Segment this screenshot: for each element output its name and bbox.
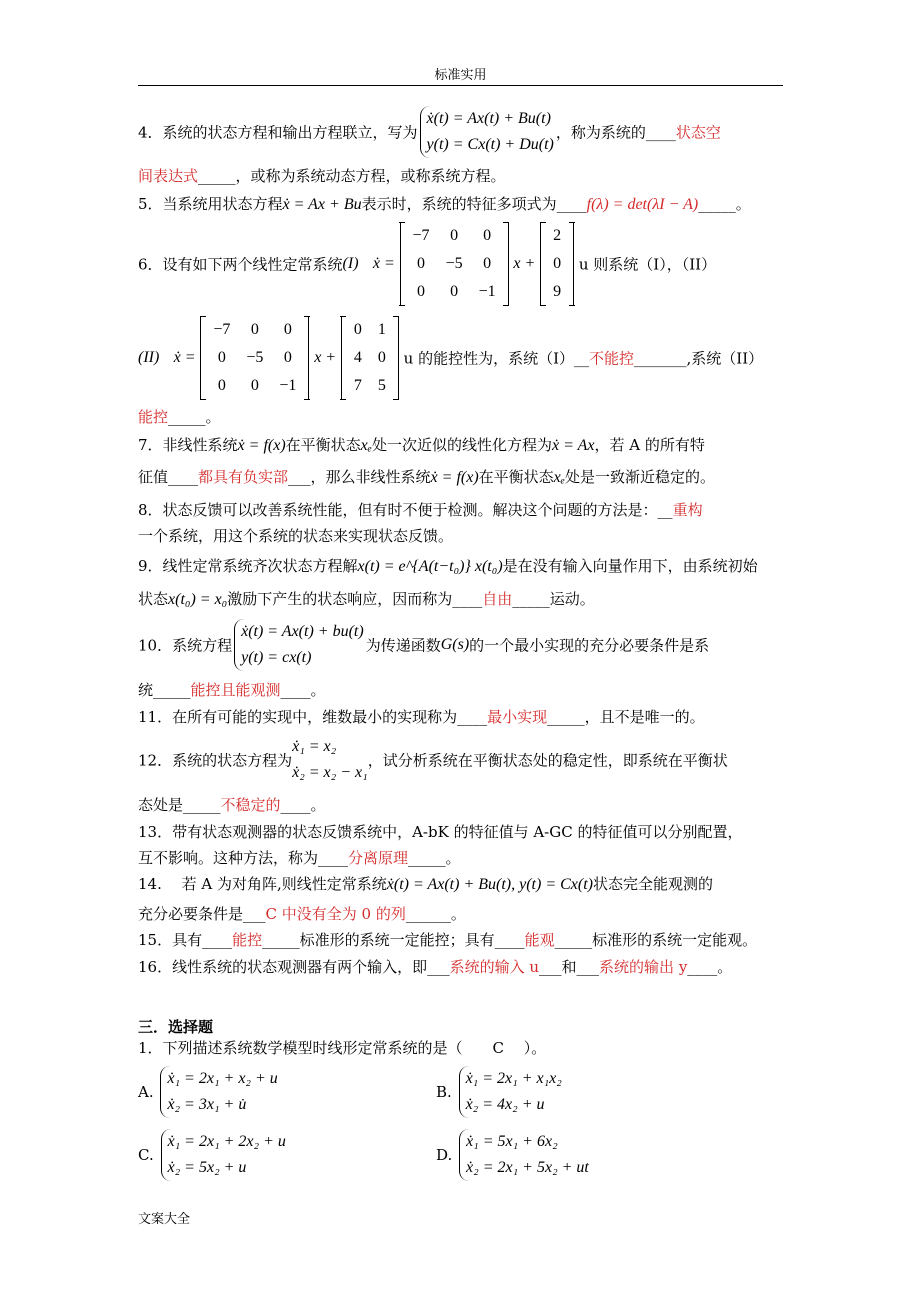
matrix-b2-cell: 0	[377, 349, 386, 366]
q5-eq: ẋ = Ax + Bu	[282, 196, 362, 213]
q12-l2a: 态处是_____	[138, 796, 221, 814]
matrix-a1-cell: 0	[417, 283, 426, 300]
q13-l2b: _____。	[408, 849, 461, 867]
question-14	[138, 874, 713, 895]
q14-l2a: 充分必要条件是___	[138, 905, 266, 923]
q16-answer-1: 系统的输入 u	[449, 958, 540, 976]
q15-c: _____标准形的系统一定能观。	[554, 931, 758, 949]
q7-l1a: 7．非线性系统	[138, 436, 238, 454]
matrix-b2-cell: 0	[353, 321, 362, 338]
matrix-a1-cell: 0	[450, 283, 459, 300]
q9-l2a: 状态	[138, 590, 169, 608]
question-8	[138, 500, 703, 520]
q12-system	[292, 734, 368, 786]
q7-l1d: ，若 A 的所有特	[594, 436, 705, 454]
q7-answer: 都具有负实部	[198, 468, 289, 486]
q15-b: _____标准形的系统一定能控；具有____	[262, 931, 525, 949]
q10-suffix: 的一个最小实现的充分必要条件是系	[469, 636, 710, 655]
matrix-b2-cell: 7	[353, 377, 362, 394]
choice-option-b	[436, 1066, 564, 1118]
header-rule	[138, 85, 783, 86]
question-4-line2	[138, 166, 506, 186]
option-d-label: D.	[436, 1146, 453, 1164]
q4-prefix: 4．系统的状态方程和输出方程联立，写为	[138, 123, 418, 142]
q10-prefix: 10．系统方程	[138, 636, 233, 655]
q6-utext: u 则系统（I），（II）	[578, 255, 717, 274]
q10-system	[234, 619, 364, 671]
q6-xplus: x +	[513, 255, 536, 272]
question-4	[138, 106, 721, 158]
matrix-a2-cell: 0	[250, 377, 259, 394]
option-c-system	[161, 1129, 286, 1181]
question-13-line2	[138, 848, 461, 868]
matrix-a2-cell: 0	[217, 377, 226, 394]
q5-answer: f(λ) = det(λI − A)	[586, 196, 699, 213]
matrix-a2-cell: 0	[250, 321, 259, 338]
option-b-label: B.	[436, 1083, 452, 1101]
q10-mid: 为传递函数	[365, 636, 441, 655]
page-footer: 文案大全	[138, 1212, 191, 1227]
q7-eq2: ẋ = Ax	[551, 437, 595, 454]
question-12	[138, 734, 728, 786]
matrix-b2-cell: 5	[377, 377, 386, 394]
option-a-system	[160, 1066, 277, 1118]
question-15	[138, 930, 757, 950]
matrix-a2-cell: −5	[246, 349, 264, 366]
q6-prefix: 6．设有如下两个线性定常系统	[138, 255, 343, 274]
q13-l2a: 互不影响。这种方法，称为____	[138, 849, 349, 867]
matrix-a2-cell: 0	[283, 321, 292, 338]
question-14-line2	[138, 904, 466, 924]
option-a-label: A.	[138, 1083, 154, 1101]
q4-suffix: _____，或称为系统动态方程，或称系统方程。	[198, 167, 506, 185]
q10-eq2: y(t) = cx(t)	[241, 649, 312, 666]
q6-matrix-a2	[200, 316, 309, 400]
option-d-eq2: ẋ₂ = 2x₁ + 5x₂ + ut	[466, 1159, 589, 1176]
option-a-eq1: ẋ₁ = 2x₁ + x₂ + u	[167, 1070, 278, 1087]
q6-sys2: (II)	[138, 349, 160, 366]
q7-l2b: ___，那么非线性系统	[288, 468, 431, 486]
q11-a: 11．在所有可能的实现中，维数最小的实现称为____	[138, 708, 488, 726]
q13-answer: 分离原理	[348, 849, 409, 867]
q12-answer: 不稳定的	[220, 796, 281, 814]
q6-xdot-2: ẋ =	[173, 349, 196, 366]
q12-l2b: ____。	[280, 796, 326, 814]
question-16	[138, 957, 732, 977]
matrix-b2-cell: 4	[353, 349, 362, 366]
q6-utext2: u 的能控性为，系统（I）__	[403, 349, 590, 368]
q12-eq2: ẋ₂ = x₂ − x₁	[292, 764, 368, 781]
matrix-b2-cell: 1	[377, 321, 386, 338]
q14-answer: C 中没有全为 0 的列	[265, 905, 406, 923]
q5-mid: 表示时，系统的特征多项式为____	[361, 195, 587, 213]
question-13: 13．带有状态观测器的状态反馈系统中，A-bK 的特征值与 A-GC 的特征值可以分别配置，	[138, 823, 743, 841]
q14-l2b: ______。	[405, 905, 466, 923]
question-9-line2	[138, 589, 595, 610]
q8-l1: 8．状态反馈可以改善系统性能，但有时不便于检测。解决这个问题的方法是：__	[138, 501, 673, 519]
q16-a: 16．线性系统的状态观测器有两个输入，即___	[138, 958, 450, 976]
question-6	[138, 222, 716, 306]
q6-matrix-b1	[540, 222, 574, 306]
option-b-eq2: ẋ₂ = 4x₂ + u	[465, 1096, 545, 1113]
q14-l1a: 14. 若 A 为对角阵,则线性定常系统	[138, 875, 387, 893]
q11-b: _____，且不是唯一的。	[547, 708, 705, 726]
choice-option-d	[436, 1129, 591, 1181]
q7-l2d: 处是一致渐近稳定的。	[564, 468, 715, 486]
q4-eq2: y(t) = Cx(t) + Du(t)	[426, 136, 554, 153]
q6-matrix-b2	[341, 316, 399, 400]
q7-xe-2: xₑ	[553, 469, 565, 486]
q9-l1b: 是在没有输入向量作用下，由系统初始	[502, 557, 758, 575]
choice-1-stem: 1．下列描述系统数学模型时线形定常系统的是（ C ）。	[138, 1039, 547, 1057]
q5-prefix: 5．当系统用状态方程	[138, 195, 283, 213]
q4-answer-1: 状态空	[675, 123, 721, 142]
option-d-eq1: ẋ₁ = 5x₁ + 6x₂	[466, 1133, 558, 1150]
option-d-system	[459, 1129, 589, 1181]
choice-option-a	[138, 1066, 280, 1118]
q9-l1a: 9．线性定常系统齐次状态方程解	[138, 557, 358, 575]
option-b-eq1: ẋ₁ = 2x₁ + x₁x₂	[465, 1070, 562, 1087]
question-10-line2	[138, 680, 326, 700]
q7-eq3: ẋ = f(x)	[430, 469, 479, 486]
option-b-system	[459, 1066, 562, 1118]
matrix-a1-cell: 0	[483, 255, 492, 272]
matrix-a1-cell: 0	[483, 227, 492, 244]
page-header: 标准实用	[434, 68, 487, 83]
q7-xe: xₑ	[360, 437, 372, 454]
matrix-a1-cell: 0	[417, 255, 426, 272]
q14-eq: ẋ(t) = Ax(t) + Bu(t), y(t) = Cx(t)	[386, 876, 593, 893]
q6-answer-1: 不能控	[589, 349, 635, 368]
matrix-a1-cell: −7	[412, 227, 430, 244]
matrix-a1-cell: 0	[450, 227, 459, 244]
question-5	[138, 194, 751, 215]
q16-answer-2: 系统的输出 y	[599, 958, 688, 976]
q10-l2a: 统_____	[138, 681, 191, 699]
q6-matrix-a1	[400, 222, 509, 306]
q6-xdot: ẋ =	[372, 255, 395, 272]
q7-l1c: 处一次近似的线性化方程为	[371, 436, 552, 454]
q9-eq: x(t) = e^{A(t−t₀)} x(t₀)	[357, 558, 503, 575]
q9-l2b: 激励下产生的状态响应，因而称为____	[227, 590, 483, 608]
question-10	[138, 619, 709, 671]
option-c-eq1: ẋ₁ = 2x₁ + 2x₂ + u	[167, 1133, 286, 1150]
matrix-a2-cell: −7	[213, 321, 231, 338]
q7-l2c: 在平衡状态	[478, 468, 554, 486]
question-8-line2: 一个系统，用这个系统的状态来实现状态反馈。	[138, 527, 454, 545]
q6-suffix: _____。	[168, 408, 221, 426]
matrix-a1-cell: −5	[445, 255, 463, 272]
q6-mid: _______,系统（II）	[634, 349, 764, 368]
matrix-b1-cell: 9	[553, 283, 562, 300]
q8-answer: 重构	[672, 501, 703, 519]
q6-answer-2: 能控	[138, 408, 169, 426]
q5-suffix: _____。	[698, 195, 751, 213]
matrix-a2-cell: 0	[217, 349, 226, 366]
q14-l1b: 状态完全能观测的	[593, 875, 714, 893]
q9-answer: 自由	[482, 590, 513, 608]
q15-answer-1: 能控	[232, 931, 263, 949]
q10-answer: 能控且能观测	[190, 681, 281, 699]
q4-answer-2: 间表达式	[138, 167, 199, 185]
q10-l2b: ____。	[280, 681, 326, 699]
matrix-b1-cell: 0	[553, 255, 562, 272]
q4-eq1: ẋ(t) = Ax(t) + Bu(t)	[426, 110, 551, 127]
question-11	[138, 707, 705, 727]
q12-prefix: 12．系统的状态方程为	[138, 751, 293, 770]
q7-eq1: ẋ = f(x)	[237, 437, 286, 454]
question-7	[138, 435, 705, 456]
q11-answer: 最小实现	[487, 708, 548, 726]
section-title: 三．选择题	[138, 1018, 214, 1036]
option-a-eq2: ẋ₂ = 3x₁ + u̇	[167, 1096, 247, 1113]
q16-c: ____。	[687, 958, 733, 976]
q6-sys1: (I)	[342, 255, 359, 272]
matrix-a1-cell: −1	[478, 283, 496, 300]
q4-mid: ，称为系统的____	[555, 123, 676, 142]
q7-l2a: 征值____	[138, 468, 199, 486]
choice-option-c	[138, 1129, 288, 1181]
matrix-b1-cell: 2	[553, 227, 562, 244]
q15-answer-2: 能观	[524, 931, 555, 949]
q4-system	[420, 106, 554, 158]
q16-b: ___和___	[539, 958, 600, 976]
question-12-line2	[138, 795, 326, 815]
q12-eq1: ẋ₁ = x₂	[292, 738, 337, 755]
q9-eq2: x(t₀) = x₀	[168, 591, 228, 608]
question-9	[138, 556, 758, 577]
option-c-eq2: ẋ₂ = 5x₂ + u	[167, 1159, 247, 1176]
q6-xplus-2: x +	[314, 349, 337, 366]
q10-gs: G(s)	[440, 636, 470, 653]
q15-a: 15．具有____	[138, 931, 233, 949]
q12-suffix: ，试分析系统在平衡状态处的稳定性，即系统在平衡状	[367, 751, 728, 770]
question-6-line3	[138, 407, 221, 427]
q9-l2c: _____运动。	[512, 590, 595, 608]
question-6-system-2	[138, 316, 763, 400]
matrix-a2-cell: −1	[279, 377, 297, 394]
question-7-line2	[138, 467, 715, 488]
matrix-a2-cell: 0	[283, 349, 292, 366]
q10-eq1: ẋ(t) = Ax(t) + bu(t)	[241, 623, 364, 640]
q7-l1b: 在平衡状态	[285, 436, 361, 454]
option-c-label: C.	[138, 1146, 154, 1164]
